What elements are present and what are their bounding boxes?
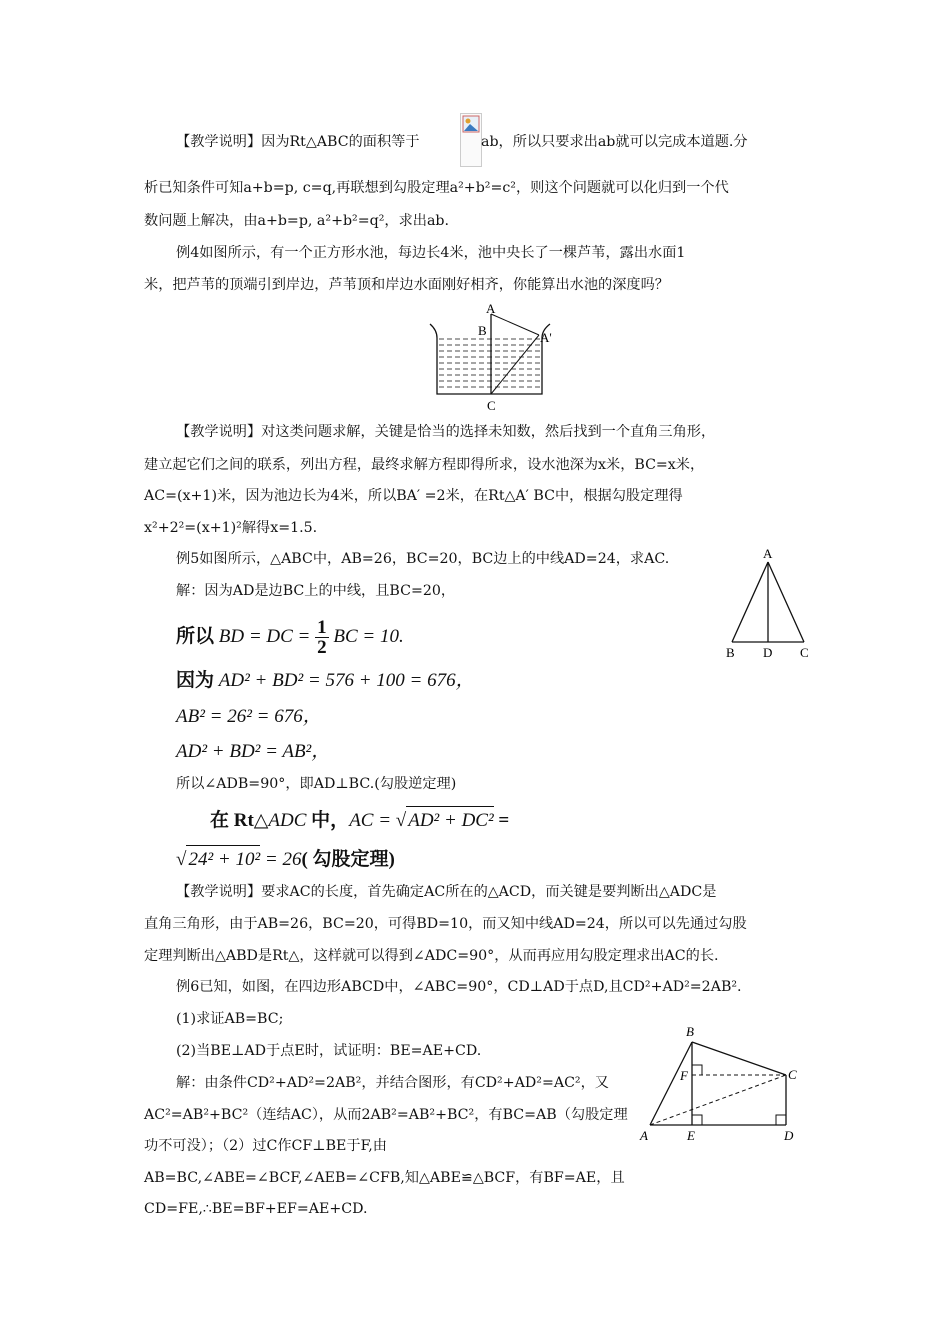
ex5-math1: 所以 BD = DC = $\frac{1}{2}$ BC = 10. — [176, 617, 404, 658]
p2-line1: 【教学说明】对这类问题求解，关键是恰当的选择未知数，然后找到一个直角三角形， — [176, 424, 716, 440]
p1-text-a: 【教学说明】因为Rt△ABC的面积等于 — [176, 134, 420, 150]
p3-line2: 直角三角形，由于AB=26，BC=20，可得BD=10，而又知中线AD=24，所以可以先通过勾股 — [144, 916, 747, 932]
ex5-math2: 因为 AD² + BD² = 576 + 100 = 676， — [176, 670, 475, 691]
p1-text-b: ab，所以只要求出ab就可以完成本道题.分 — [481, 134, 748, 150]
p1-line1 — [176, 132, 420, 152]
label-F: F — [680, 1068, 688, 1083]
ex4-line2: 米，把芦苇的顶端引到岸边，芦苇顶和岸边水面刚好相齐，你能算出水池的深度吗？ — [144, 277, 669, 293]
ex6-line1: 例6已知，如图，在四边形ABCD中，∠ABC=90°，CD⊥AD于点D,且CD²+AD²=2AB². — [176, 979, 742, 995]
ex6-line3: (2)当BE⊥AD于点E时，试证明：BE=AE+CD. — [176, 1043, 482, 1059]
triangle-figure — [722, 544, 814, 664]
ex5-line2: 解：因为AD是边BC上的中线，且BC=20， — [176, 583, 456, 599]
label-A: A — [640, 1128, 648, 1143]
label-A: A — [486, 302, 496, 316]
label-B: B — [478, 323, 487, 338]
ex4-line1: 例4如图所示，有一个正方形水池，每边长4米，池中央长了一棵芦苇，露出水面1 — [176, 245, 686, 261]
ex6-line4: 解：由条件CD²+AD²=2AB²，并结合图形，有CD²+AD²=AC²，又 — [176, 1075, 609, 1091]
ex5-math5: 在 Rt△ADC 中，AC = √ AD² + DC² = — [210, 806, 509, 835]
ex5-line1: 例5如图所示，△ABC中，AB=26，BC=20，BC边上的中线AD=24，求AC. — [176, 551, 670, 567]
ex5-math4: AD² + BD² = AB²， — [176, 741, 331, 762]
ex6-line6: 功不可没）；（2）过C作CF⊥BE于F,由 — [144, 1138, 387, 1154]
fraction-half: $\frac{1}{2}$ — [317, 617, 327, 658]
pond-figure — [425, 302, 560, 414]
label-B: B — [726, 645, 735, 660]
label-A: A — [763, 546, 773, 561]
p2-line4: x²+2²=(x+1)²解得x=1.5. — [144, 520, 318, 536]
p3-line3: 定理判断出△ABD是Rt△，这样就可以得到∠ADC=90°，从而再应用勾股定理求出AC的长. — [144, 948, 719, 964]
quadrilateral-figure — [636, 1020, 811, 1145]
label-E: E — [687, 1128, 695, 1143]
label-C: C — [800, 645, 809, 660]
ex6-line2: (1)求证AB=BC; — [176, 1011, 284, 1027]
label-C: C — [487, 398, 496, 413]
label-D: D — [763, 645, 773, 660]
ex5-math6: √ 24² + 10² = 26( 勾股定理) — [176, 845, 395, 874]
label-B: B — [686, 1024, 694, 1039]
broken-image-icon — [460, 113, 482, 167]
ex6-line8: CD=FE,∴BE=BF+EF=AE+CD. — [144, 1201, 368, 1217]
ex5-math3: AB² = 26² = 676， — [176, 706, 322, 727]
p1-line2: 析已知条件可知a+b=p, c=q,再联想到勾股定理a²+b²=c²，则这个问题就可以化归到一个代 — [144, 180, 729, 196]
p2-line2: 建立起它们之间的联系，列出方程，最终求解方程即得所求，设水池深为x米，BC=x米， — [144, 457, 705, 473]
ex5-line3: 所以∠ADB=90°，即AD⊥BC.(勾股逆定理) — [176, 776, 457, 792]
label-A-prime: A' — [540, 330, 552, 345]
p2-line3: AC=(x+1)米，因为池边长为4米，所以BA′ =2米，在Rt△A′ BC中，根据勾股定理得 — [144, 488, 683, 504]
label-C: C — [788, 1067, 797, 1082]
p3-line1: 【教学说明】要求AC的长度，首先确定AC所在的△ACD，而关键是要判断出△ADC是 — [176, 884, 717, 900]
ex6-line5: AC²=AB²+BC²（连结AC），从而2AB²=AB²+BC²，有BC=AB（勾股定理 — [144, 1107, 628, 1123]
ex6-line7: AB=BC,∠ABE=∠BCF,∠AEB=∠CFB,知△ABE≌△BCF，有BF=AE，且 — [144, 1170, 625, 1186]
p1-line3: 数问题上解决，由a+b=p, a²+b²=q²，求出ab. — [144, 213, 449, 229]
label-D: D — [784, 1128, 794, 1143]
